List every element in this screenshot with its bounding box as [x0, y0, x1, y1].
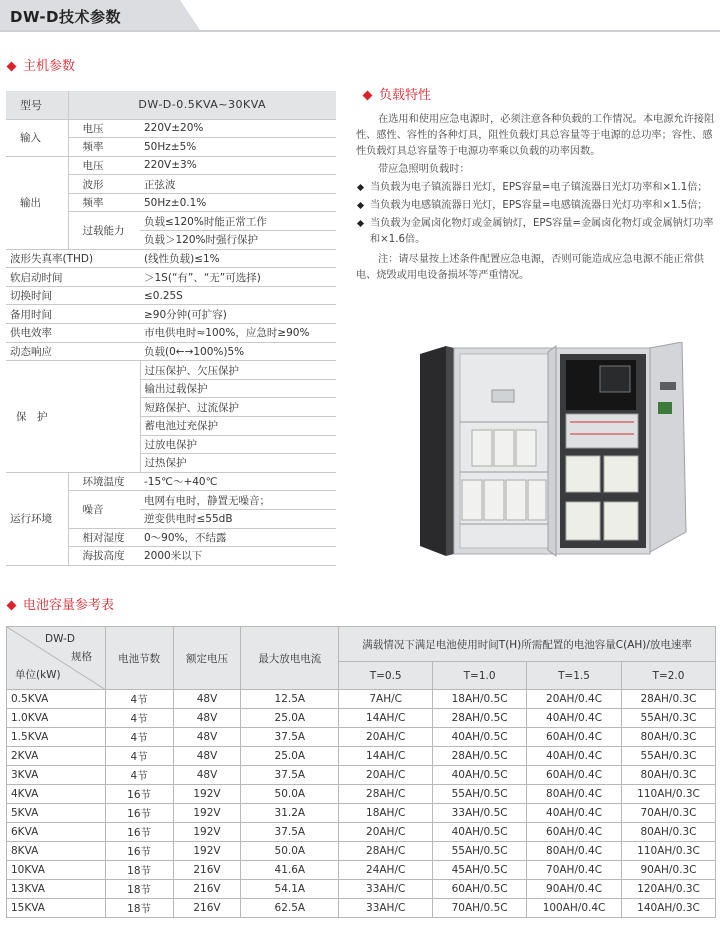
softstart-label: 软启动时间 [6, 268, 140, 287]
table-row [6, 361, 336, 380]
cell-rating: 0.5KVA [7, 690, 106, 709]
table-row [7, 823, 716, 842]
cell-current: 41.6A [241, 861, 339, 880]
load-description [356, 112, 718, 284]
cell-voltage: 216V [173, 899, 241, 918]
col-t15: T=1.5 [527, 662, 622, 690]
table-row [7, 709, 716, 728]
table-row [7, 728, 716, 747]
cell-voltage: 192V [173, 842, 241, 861]
col-t10: T=1.0 [433, 662, 527, 690]
corner-header-cell [7, 627, 106, 690]
cell-t05: 28AH/C [339, 785, 433, 804]
cell-voltage: 192V [173, 804, 241, 823]
cell-t20: 120AH/0.3C [622, 880, 716, 899]
protection-item: 过压保护、欠压保护 [140, 361, 336, 380]
output-wave: 正弦波 [140, 175, 336, 194]
overload-2: 负载＞120%时强行保护 [140, 231, 336, 250]
diamond-bullet-icon [7, 61, 17, 71]
cell-rating: 3KVA [7, 766, 106, 785]
cell-t15: 80AH/0.4C [527, 842, 622, 861]
cell-rating: 8KVA [7, 842, 106, 861]
cell-t15: 60AH/0.4C [527, 728, 622, 747]
cell-voltage: 192V [173, 785, 241, 804]
cell-t20: 80AH/0.3C [622, 823, 716, 842]
load-note: 注：请尽量按上述条件配置应急电源，否则可能造成应急电源不能正常供电、烧毁或用电设备损坏等严重情况。 [356, 254, 704, 281]
cell-rating: 5KVA [7, 804, 106, 823]
cell-current: 37.5A [241, 728, 339, 747]
cell-t20: 70AH/0.3C [622, 804, 716, 823]
cell-t20: 80AH/0.3C [622, 766, 716, 785]
cell-t10: 28AH/0.5C [433, 747, 527, 766]
cell-t20: 110AH/0.3C [622, 785, 716, 804]
diamond-bullet-icon [7, 600, 17, 610]
cell-rating: 10KVA [7, 861, 106, 880]
env-temp: -15℃～+40℃ [140, 472, 336, 491]
cell-rating: 15KVA [7, 899, 106, 918]
cell-current: 50.0A [241, 785, 339, 804]
output-voltage: 220V±3% [140, 156, 336, 175]
input-freq-label: 频率 [68, 138, 140, 157]
protection-item: 短路保护、过流保护 [140, 398, 336, 417]
cell-voltage: 48V [173, 728, 241, 747]
cell-t20: 110AH/0.3C [622, 842, 716, 861]
cell-t05: 20AH/C [339, 728, 433, 747]
dynamic-value: 负载(0←→100%)5% [140, 342, 336, 361]
cell-cells: 16节 [105, 842, 173, 861]
table-row [7, 842, 716, 861]
model-label: 型号 [6, 91, 68, 119]
softstart-value: ＞1S(“有”、“无”可选择) [140, 268, 336, 287]
protection-item: 蓄电池过充保护 [140, 417, 336, 436]
col-t05: T=0.5 [339, 662, 433, 690]
table-header-row [7, 627, 716, 662]
load-bullet-2: 当负载为电感镇流器日光灯，EPS容量=电感镇流器日光灯功率和×1.5倍； [356, 198, 718, 214]
cell-rating: 6KVA [7, 823, 106, 842]
cell-current: 37.5A [241, 823, 339, 842]
cell-t15: 100AH/0.4C [527, 899, 622, 918]
diamond-bullet-icon [363, 90, 373, 100]
env-altitude-label: 海拔高度 [68, 547, 140, 566]
col-voltage: 额定电压 [173, 627, 241, 690]
cell-t20: 55AH/0.3C [622, 709, 716, 728]
table-row [6, 472, 336, 491]
cell-t15: 70AH/0.4C [527, 861, 622, 880]
cell-rating: 1.5KVA [7, 728, 106, 747]
table-row [6, 342, 336, 361]
cell-current: 12.5A [241, 690, 339, 709]
page-title: DW-D技术参数 [10, 8, 121, 26]
table-row [6, 324, 336, 343]
table-row [7, 804, 716, 823]
protection-item: 过放电保护 [140, 435, 336, 454]
env-noise-label: 噪音 [68, 491, 140, 528]
input-label: 输入 [6, 119, 68, 156]
cell-t10: 55AH/0.5C [433, 785, 527, 804]
cell-t05: 24AH/C [339, 861, 433, 880]
protection-label: 保 护 [6, 361, 140, 473]
cell-t10: 55AH/0.5C [433, 842, 527, 861]
env-noise-2: 逆变供电时≤55dB [140, 509, 336, 528]
input-voltage: 220V±20% [140, 119, 336, 138]
cell-cells: 16节 [105, 785, 173, 804]
cell-t05: 33AH/C [339, 880, 433, 899]
efficiency-value: 市电供电时≈100%，应急时≥90% [140, 324, 336, 343]
table-row [7, 861, 716, 880]
section-main-params [6, 55, 75, 74]
dynamic-label: 动态响应 [6, 342, 140, 361]
thd-label: 波形失真率(THD) [6, 249, 140, 268]
model-value: DW-D-0.5KVA~30KVA [68, 91, 336, 119]
cell-voltage: 48V [173, 709, 241, 728]
cell-rating: 1.0KVA [7, 709, 106, 728]
col-group: 满载情况下满足电池使用时间T(H)所需配置的电池容量C(AH)/放电速率 [339, 627, 716, 662]
load-bullet-1: 当负载为电子镇流器日光灯，EPS容量=电子镇流器日光灯功率和×1.1倍； [356, 180, 718, 196]
battery-table [6, 626, 716, 918]
cell-t15: 90AH/0.4C [527, 880, 622, 899]
load-para-1: 在选用和使用应急电源时，必须注意各种负载的工作情况。本电源允许接阻性、感性、容性的各种灯具，阻性负载灯具总容量等于电源的总功率；容性、感性负载灯具总容量等于电源功率乘以负载的功率因数。 [356, 114, 715, 157]
section-title: 主机参数 [23, 59, 76, 74]
env-altitude: 2000米以下 [140, 547, 336, 566]
cell-t20: 28AH/0.3C [622, 690, 716, 709]
table-row [7, 785, 716, 804]
efficiency-label: 供电效率 [6, 324, 140, 343]
table-row [7, 766, 716, 785]
cell-cells: 4节 [105, 690, 173, 709]
cell-t15: 40AH/0.4C [527, 709, 622, 728]
cell-cells: 4节 [105, 709, 173, 728]
env-temp-label: 环境温度 [68, 472, 140, 491]
cell-voltage: 48V [173, 690, 241, 709]
input-freq: 50Hz±5% [140, 138, 336, 157]
protection-item: 过热保护 [140, 454, 336, 473]
backup-value: ≥90分钟(可扩容) [140, 305, 336, 324]
col-cells: 电池节数 [105, 627, 173, 690]
battery-table-body [7, 690, 716, 918]
cell-t10: 70AH/0.5C [433, 899, 527, 918]
cell-cells: 4节 [105, 766, 173, 785]
cell-current: 62.5A [241, 899, 339, 918]
cell-voltage: 216V [173, 880, 241, 899]
cell-t10: 18AH/0.5C [433, 690, 527, 709]
output-freq-label: 频率 [68, 193, 140, 212]
cell-t10: 40AH/0.5C [433, 728, 527, 747]
cell-cells: 18节 [105, 861, 173, 880]
page-header [0, 0, 720, 30]
table-row [6, 268, 336, 287]
corner-model: DW-D [45, 633, 75, 645]
cell-t15: 40AH/0.4C [527, 804, 622, 823]
cell-current: 25.0A [241, 747, 339, 766]
table-row [7, 747, 716, 766]
cell-t15: 60AH/0.4C [527, 766, 622, 785]
cell-rating: 2KVA [7, 747, 106, 766]
cell-cells: 4节 [105, 747, 173, 766]
cell-rating: 13KVA [7, 880, 106, 899]
cell-rating: 4KVA [7, 785, 106, 804]
input-voltage-label: 电压 [68, 119, 140, 138]
cell-t15: 80AH/0.4C [527, 785, 622, 804]
cell-voltage: 48V [173, 766, 241, 785]
cell-cells: 18节 [105, 899, 173, 918]
cell-cells: 18节 [105, 880, 173, 899]
cell-t05: 33AH/C [339, 899, 433, 918]
section-battery [6, 594, 114, 613]
cell-t05: 14AH/C [339, 709, 433, 728]
cell-t15: 40AH/0.4C [527, 747, 622, 766]
overload-label: 过载能力 [68, 212, 140, 249]
section-title: 电池容量参考表 [23, 598, 115, 613]
output-label: 输出 [6, 156, 68, 249]
col-current: 最大放电电流 [241, 627, 339, 690]
table-row [6, 156, 336, 175]
overload-1: 负载≤120%时能正常工作 [140, 212, 336, 231]
corner-unit: 单位(kW) [15, 669, 61, 681]
env-noise-1: 电网有电时，静置无噪音； [140, 491, 336, 510]
main-params-table [6, 91, 336, 566]
col-t20: T=2.0 [622, 662, 716, 690]
table-row [7, 690, 716, 709]
cell-cells: 16节 [105, 823, 173, 842]
cell-t15: 20AH/0.4C [527, 690, 622, 709]
table-row [7, 880, 716, 899]
cell-t05: 14AH/C [339, 747, 433, 766]
table-row [6, 119, 336, 138]
switch-value: ≤0.25S [140, 286, 336, 305]
cell-current: 50.0A [241, 842, 339, 861]
section-load [362, 84, 431, 103]
cell-t10: 28AH/0.5C [433, 709, 527, 728]
cell-current: 25.0A [241, 709, 339, 728]
corner-spec: 规格 [71, 651, 92, 663]
backup-label: 备用时间 [6, 305, 140, 324]
cell-current: 54.1A [241, 880, 339, 899]
cell-current: 37.5A [241, 766, 339, 785]
load-para-2: 带应急照明负载时： [378, 164, 470, 175]
env-label: 运行环境 [6, 472, 68, 565]
cell-t20: 55AH/0.3C [622, 747, 716, 766]
output-voltage-label: 电压 [68, 156, 140, 175]
eps-cabinet-image [420, 342, 690, 560]
cell-t10: 45AH/0.5C [433, 861, 527, 880]
cell-t20: 140AH/0.3C [622, 899, 716, 918]
cell-t05: 20AH/C [339, 766, 433, 785]
table-row [6, 305, 336, 324]
table-row [6, 91, 336, 119]
protection-item: 输出过载保护 [140, 379, 336, 398]
header-divider [0, 30, 720, 32]
cell-t10: 33AH/0.5C [433, 804, 527, 823]
load-bullet-3: 当负载为金属卤化物灯或金属钠灯，EPS容量=金属卤化物灯或金属钠灯功率和×1.6倍。 [356, 216, 718, 248]
cell-t05: 20AH/C [339, 823, 433, 842]
env-humidity-label: 相对湿度 [68, 528, 140, 547]
env-humidity: 0～90%，不结露 [140, 528, 336, 547]
cell-t20: 80AH/0.3C [622, 728, 716, 747]
cell-t05: 7AH/C [339, 690, 433, 709]
cell-voltage: 192V [173, 823, 241, 842]
cell-t05: 18AH/C [339, 804, 433, 823]
cell-t05: 28AH/C [339, 842, 433, 861]
cell-t15: 60AH/0.4C [527, 823, 622, 842]
cell-voltage: 216V [173, 861, 241, 880]
cell-cells: 16节 [105, 804, 173, 823]
output-freq: 50Hz±0.1% [140, 193, 336, 212]
cell-t20: 90AH/0.3C [622, 861, 716, 880]
table-row [6, 286, 336, 305]
cell-voltage: 48V [173, 747, 241, 766]
table-row [7, 899, 716, 918]
cell-t10: 60AH/0.5C [433, 880, 527, 899]
table-row [6, 249, 336, 268]
cell-t10: 40AH/0.5C [433, 823, 527, 842]
thd-value: (线性负载)≤1% [140, 249, 336, 268]
output-wave-label: 波形 [68, 175, 140, 194]
switch-label: 切换时间 [6, 286, 140, 305]
cell-cells: 4节 [105, 728, 173, 747]
cell-t10: 40AH/0.5C [433, 766, 527, 785]
cell-current: 31.2A [241, 804, 339, 823]
section-title: 负载特性 [379, 88, 432, 103]
